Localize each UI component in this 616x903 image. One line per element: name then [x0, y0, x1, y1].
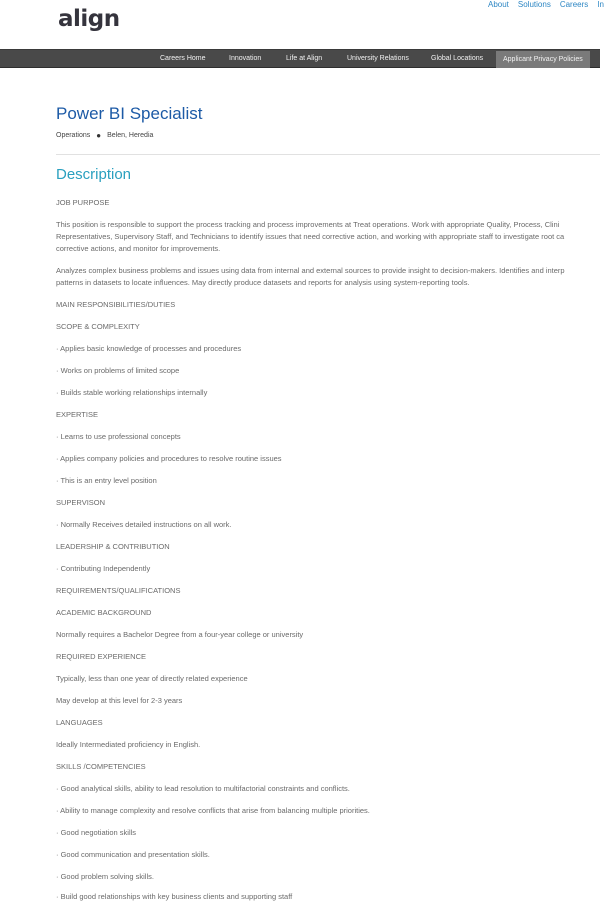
text-line: Analyzes complex business problems and issues using data from internal and external sources to provide insight to decision-makers. Identifies and interp — [56, 266, 565, 275]
top-link-solutions[interactable]: Solutions — [517, 0, 551, 9]
text-line: This position is responsible to support the process tracking and process improvements at Treat operations. Work with appropriate Quality, Process, Clini — [56, 220, 560, 229]
job-location: Belen, Heredia — [107, 132, 154, 139]
text-line: EXPERTISE — [56, 410, 98, 419]
text-line: Typically, less than one year of directly related experience — [56, 674, 248, 683]
text-line: ACADEMIC BACKGROUND — [56, 608, 152, 617]
job-meta — [56, 131, 153, 140]
text-line: · Good problem solving skills. — [56, 872, 154, 881]
job-department: Operations — [56, 132, 91, 139]
nav-innovation[interactable]: Innovation — [229, 55, 262, 62]
description-heading: Description — [56, 166, 132, 183]
text-line: SKILLS /COMPETENCIES — [56, 762, 146, 771]
top-link-careers[interactable]: Careers — [559, 0, 589, 9]
job-title: Power BI Specialist — [56, 104, 203, 123]
text-line: SCOPE & COMPLEXITY — [56, 322, 140, 331]
nav-global-locations[interactable]: Global Locations — [431, 55, 484, 62]
top-link-in[interactable]: In — [597, 0, 604, 9]
text-line: · This is an entry level position — [56, 476, 157, 485]
text-line: SUPERVISON — [56, 498, 106, 507]
text-line: Ideally Intermediated proficiency in English. — [56, 740, 201, 749]
text-line: · Builds stable working relationships internally — [56, 388, 208, 397]
text-line: May develop at this level for 2-3 years — [56, 696, 183, 705]
text-line: Normally requires a Bachelor Degree from a four-year college or university — [56, 630, 304, 639]
bullet-separator: ● — [96, 131, 102, 140]
text-line: · Good negotiation skills — [56, 828, 137, 837]
nav-careers-home[interactable]: Careers Home — [160, 55, 206, 62]
nav-university-relations[interactable]: University Relations — [347, 55, 409, 62]
text-line: REQUIREMENTS/QUALIFICATIONS — [56, 586, 181, 595]
text-line: LEADERSHIP & CONTRIBUTION — [56, 542, 170, 551]
text-line: LANGUAGES — [56, 718, 103, 727]
text-line: · Good communication and presentation skills. — [56, 850, 210, 859]
text-line: · Ability to manage complexity and resolve conflicts that arise from balancing multiple priorities. — [56, 806, 370, 815]
text-line: · Applies basic knowledge of processes and procedures — [56, 344, 242, 353]
text-line: · Learns to use professional concepts — [56, 432, 181, 441]
text-line: patterns in datasets to locate influences. May directly produce datasets and reports for analysis using system-reporting tools. — [56, 278, 470, 287]
nav-applicant-privacy-policies[interactable]: Applicant Privacy Policies — [496, 51, 590, 68]
text-line: Representatives, Supervisory Staff, and Technicians to identify issues that need corrective action, and working with appropriate staff to investigate root ca — [56, 232, 565, 241]
text-line: JOB PURPOSE — [56, 198, 110, 207]
text-line: · Normally Receives detailed instructions on all work. — [56, 520, 232, 529]
divider — [56, 154, 600, 155]
align-logo[interactable]: align — [58, 6, 120, 32]
text-line: · Build good relationships with key business clients and supporting staff — [56, 892, 293, 901]
text-line: corrective actions, and monitor for improvements. — [56, 244, 221, 253]
top-link-about[interactable]: About — [488, 0, 509, 9]
nav-life-at-align[interactable]: Life at Align — [286, 55, 323, 62]
main-nav — [0, 49, 600, 68]
text-line: · Good analytical skills, ability to lead resolution to multifactorial constraints and conflicts. — [56, 784, 350, 793]
text-line: · Applies company policies and procedures to resolve routine issues — [56, 454, 282, 463]
text-line: · Works on problems of limited scope — [56, 366, 180, 375]
text-line: MAIN RESPONSIBILITIES/DUTIES — [56, 300, 176, 309]
text-line: REQUIRED EXPERIENCE — [56, 652, 147, 661]
top-links — [488, 0, 604, 12]
text-line: · Contributing Independently — [56, 564, 151, 573]
